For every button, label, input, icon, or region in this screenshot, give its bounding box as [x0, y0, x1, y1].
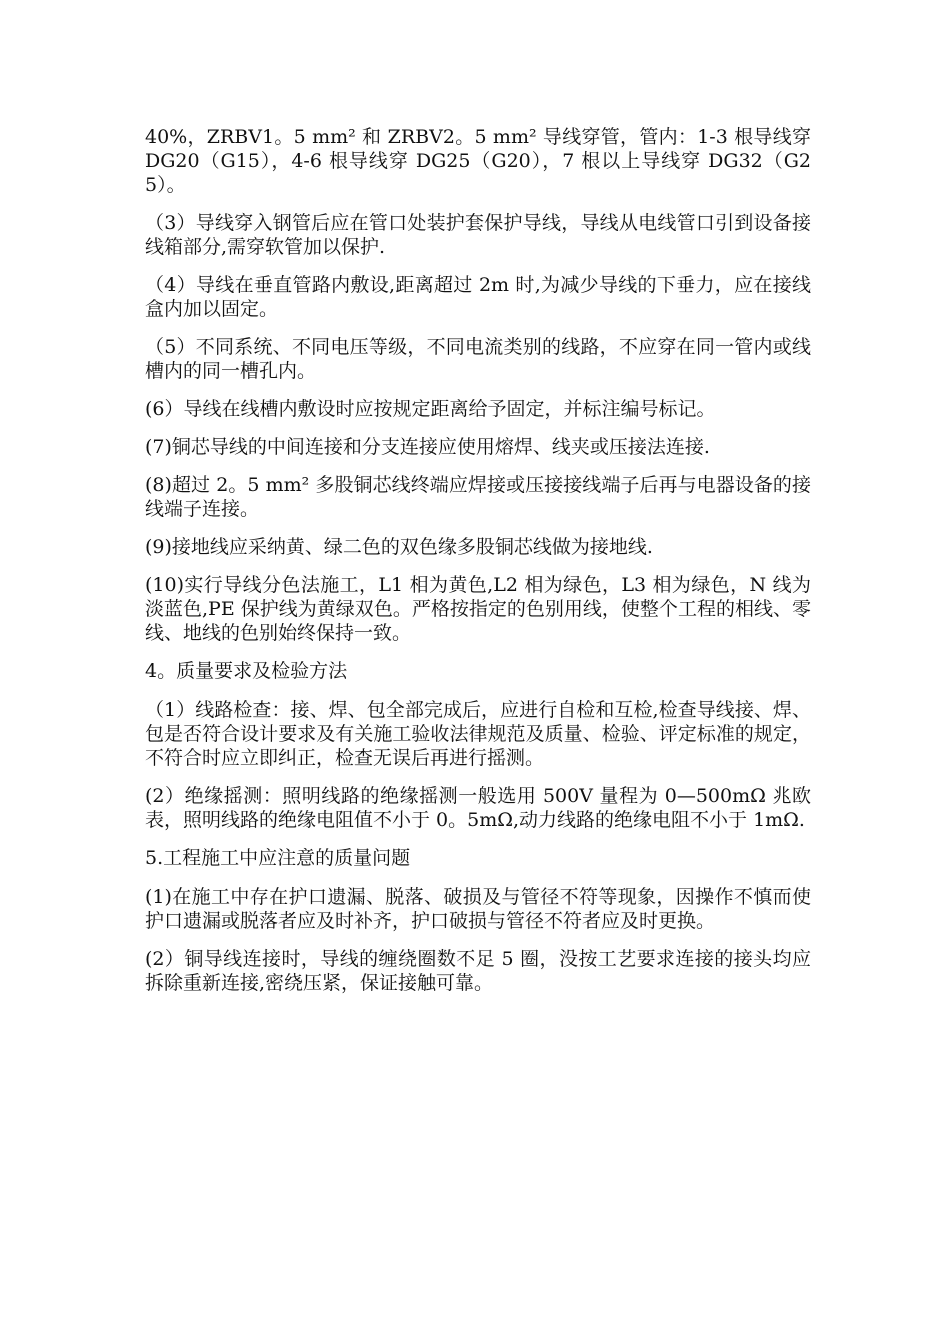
paragraph-item-6: (6）导线在线槽内敷设时应按规定距离给予固定，并标注编号标记。 [145, 398, 716, 420]
paragraph-item-5: （5）不同系统、不同电压等级，不同电流类别的线路，不应穿在同一管内或线槽内的同一槽孔内。 [145, 336, 811, 382]
paragraph-item-7: (7)铜芯导线的中间连接和分支连接应使用熔焊、线夹或压接法连接. [145, 436, 710, 458]
document-page [145, 125, 811, 1009]
paragraph-item-8: (8)超过 2。5 mm² 多股铜芯线终端应焊接或压接接线端子后再与电器设备的接线端子连接。 [145, 474, 811, 520]
paragraph-item-4: （4）导线在垂直管路内敷设,距离超过 2m 时,为减少导线的下垂力，应在接线盒内加以固定。 [145, 274, 811, 320]
paragraph-item-3: （3）导线穿入钢管后应在管口处装护套保护导线，导线从电线管口引到设备接线箱部分,需穿软管加以保护. [145, 212, 811, 258]
section-heading-quality-issues: 5.工程施工中应注意的质量问题 [145, 847, 411, 869]
paragraph-issue-2: (2）铜导线连接时，导线的缠绕圈数不足 5 圈，没按工艺要求连接的接头均应拆除重新连接,密绕压紧，保证接触可靠。 [145, 948, 811, 994]
paragraph-item-9: (9)接地线应采纳黄、绿二色的双色缘多股铜芯线做为接地线. [145, 536, 653, 558]
paragraph-insulation-test: (2）绝缘摇测：照明线路的绝缘摇测一般选用 500V 量程为 0—500mΩ 兆欧表，照明线路的绝缘电阻值不小于 0。5mΩ,动力线路的绝缘电阻不小于 1mΩ. [145, 785, 811, 831]
paragraph-line-inspection: （1）线路检查：接、焊、包全部完成后，应进行自检和互检,检查导线接、焊、包是否符合设计要求及有关施工验收法律规范及质量、检验、评定标准的规定，不符合时应立即纠正，检查无误后再进行摇测。 [145, 699, 811, 769]
paragraph-conduit-sizes: 40%，ZRBV1。5 mm² 和 ZRBV2。5 mm² 导线穿管，管内：1-3 根导线穿 DG20（G15），4-6 根导线穿 DG25（G20），7 根以上导线穿 DG32（G25）。 [145, 126, 811, 196]
section-heading-quality-requirements: 4。质量要求及检验方法 [145, 660, 348, 682]
paragraph-issue-1: (1)在施工中存在护口遗漏、脱落、破损及与管径不符等现象，因操作不慎而使护口遗漏或脱落者应及时补齐，护口破损与管径不符者应及时更换。 [145, 886, 811, 932]
paragraph-item-10: (10)实行导线分色法施工，L1 相为黄色,L2 相为绿色，L3 相为绿色，N 线为淡蓝色,PE 保护线为黄绿双色。严格按指定的色别用线，使整个工程的相线、零线、地线的色别始终保持一致。 [145, 574, 811, 644]
